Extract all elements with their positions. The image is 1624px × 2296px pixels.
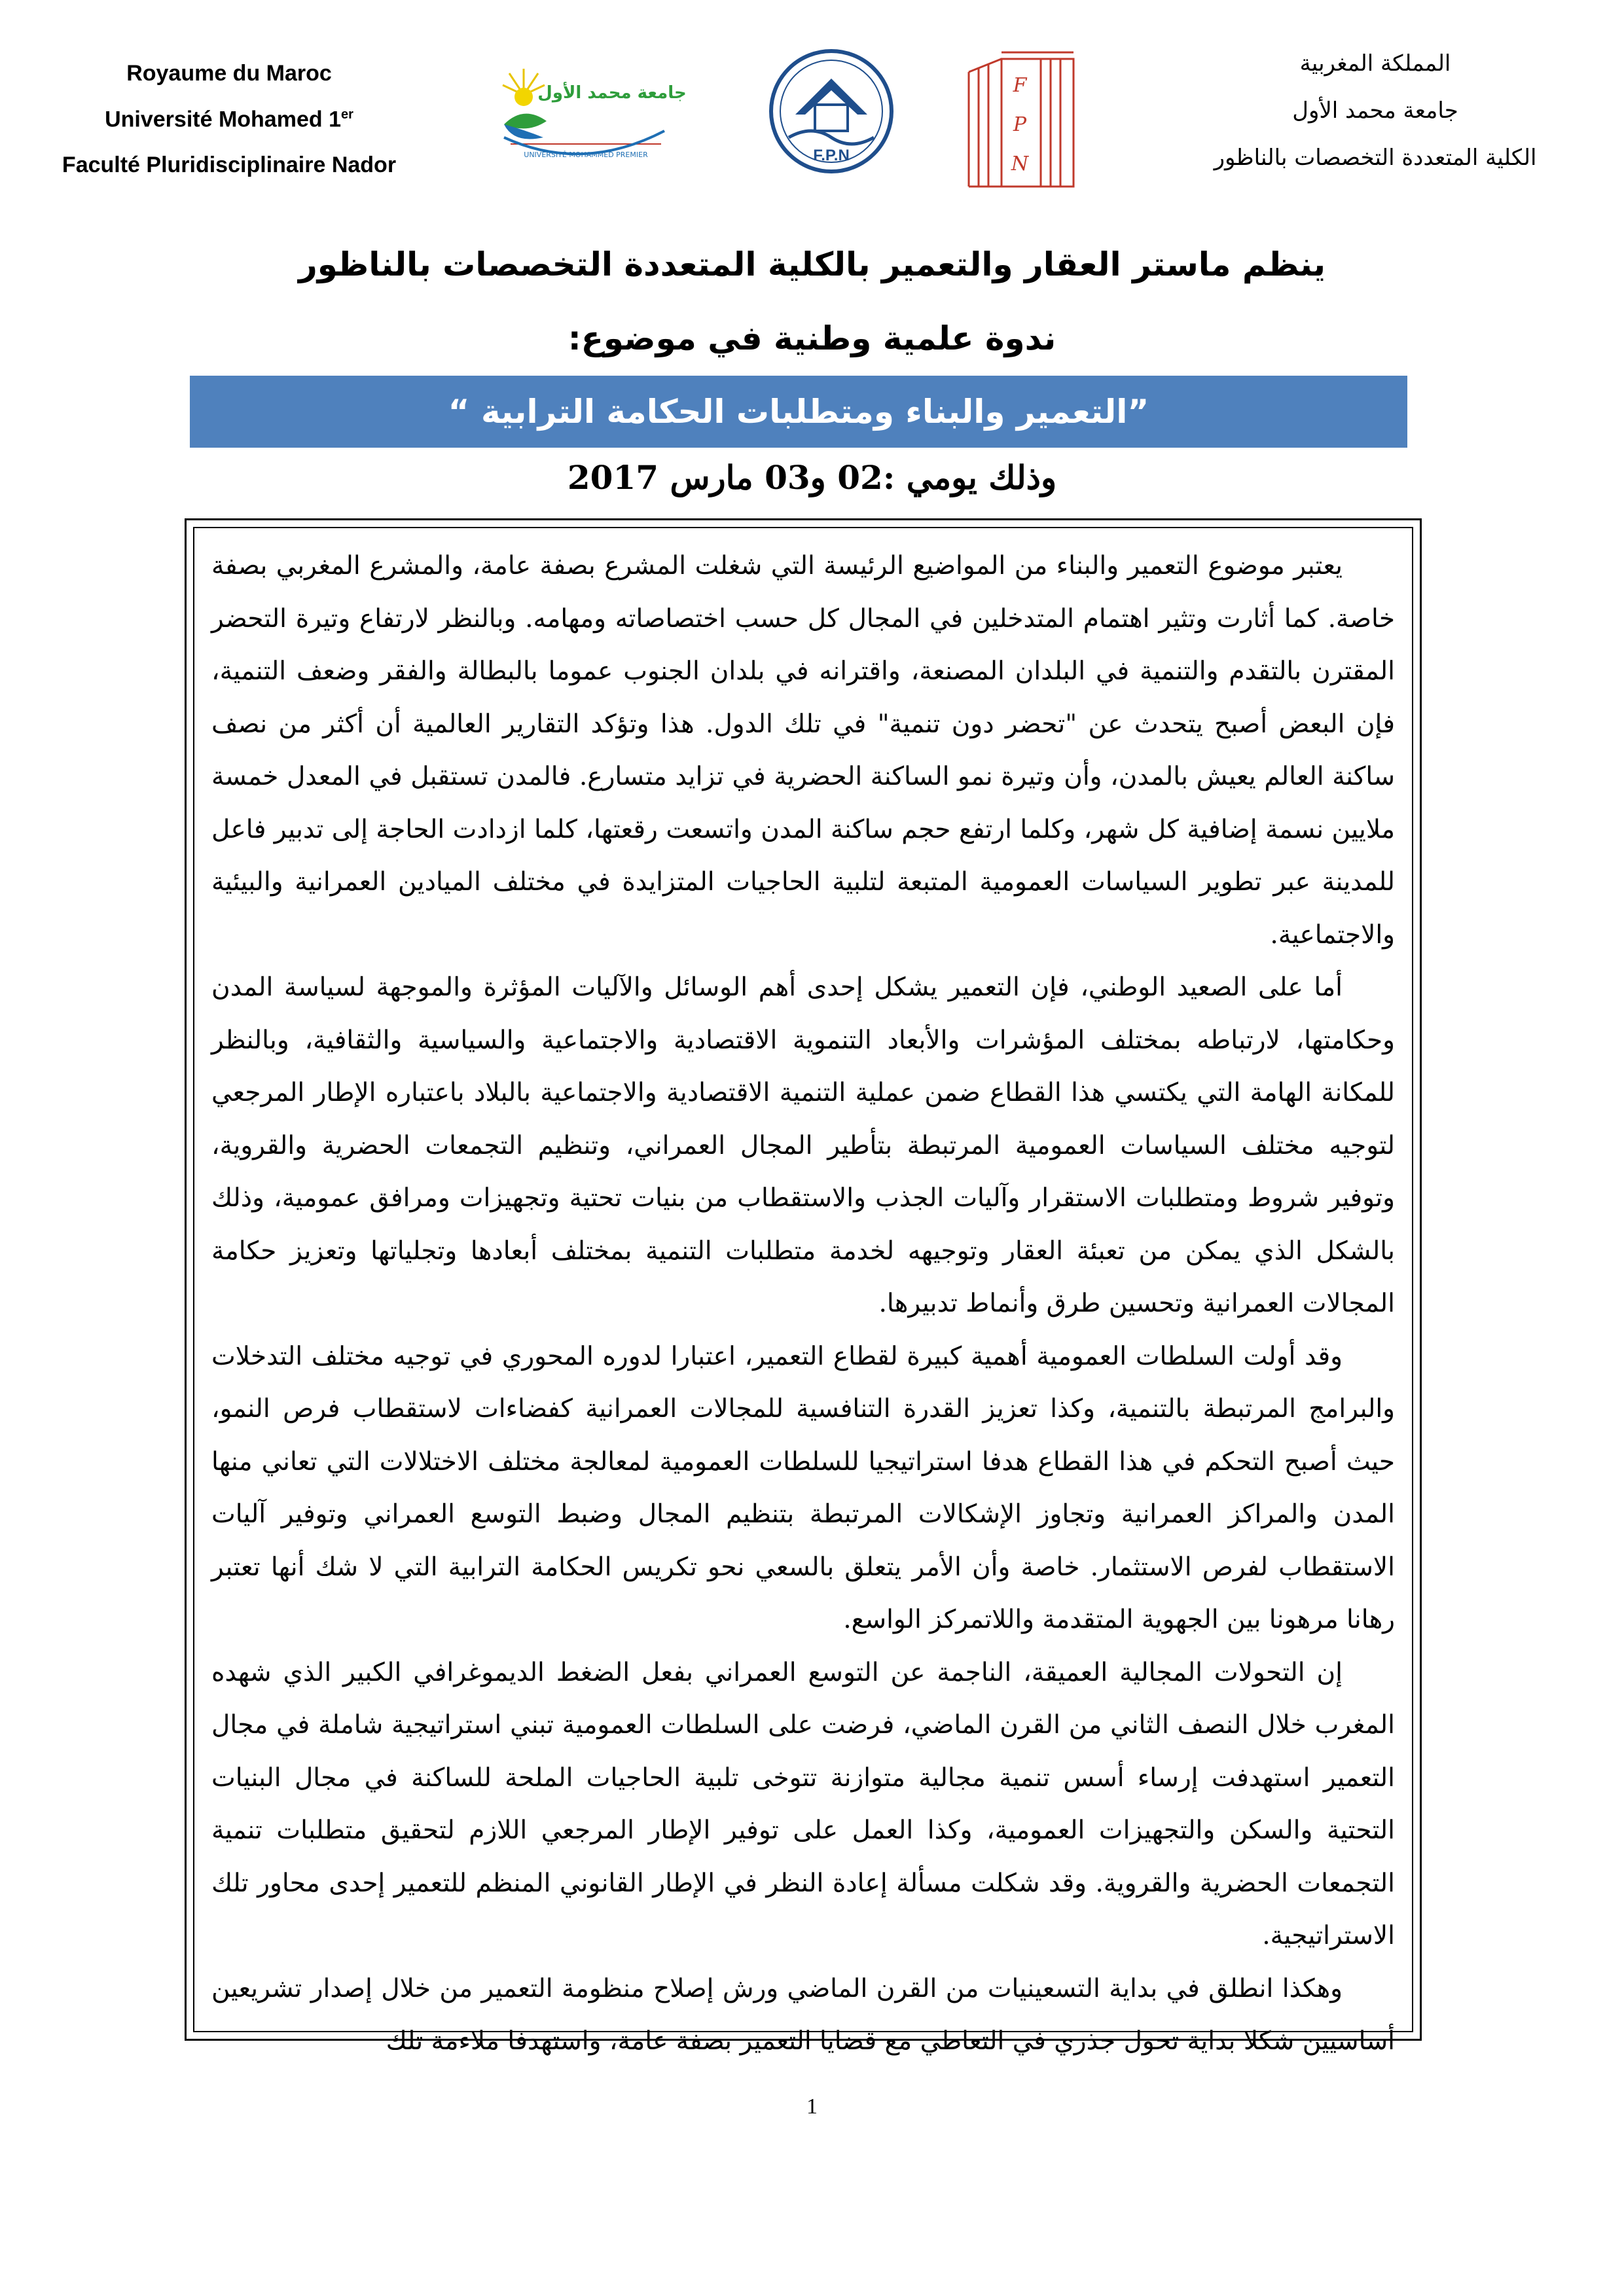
body-paragraph-2: أما على الصعيد الوطني، فإن التعمير يشكل إحدى أهم الوسائل والآليات المؤثرة والموجهة لسياسة المدن وحكامتها، لارتباطه بمختلف المؤشرات والأبعاد التنموية الاقتصادية والاجتماعية والسياسية والثقافية، وبالنظر للمكانة الهامة التي يكتسي هذا القطاع ضمن عملية التنمية الاقتصادية والاجتماعية بالبلاد باعتباره الإطار المرجعي لتوجيه مختلف السياسات العمومية المرتبطة بتأطير المجال العمراني، وتنظيم التجمعات الحضرية والقروية، وتوفير شروط ومتطلبات الاستقرار وآليات الجذب والاستقطاب من بنيات تحتية وتجهيزات ومرافق عمومية، وذلك بالشكل الذي يمكن من تعبئة العقار وتوجيهه لخدمة متطلبات التنمية بمختلف أبعادها وتجلياتها وتعزيز حكامة المجالات العمرانية وتحسين طرق وأنماط تدبيرها. xyxy=(211,973,1395,1318)
header-faculty-fr: Faculté Pluridisciplinaire Nador xyxy=(62,152,397,178)
body-paragraph-3: وقد أولت السلطات العمومية أهمية كبيرة لقطاع التعمير، اعتبارا لدوره المحوري في توجيه مختلف التدخلات والبرامج المرتبطة بالتنمية، وكذا تعزيز القدرة التنافسية للمجالات العمرانية كفضاءات لاستقطاب فرص النمو، حيث أصبح التحكم في هذا القطاع هدفا استراتيجيا للسلطات العمومية لمعالجة مختلف الاختلالات التي تعاني منها المدن والمراكز العمرانية وتجاوز الإشكالات المرتبطة بتنظيم المجال وضبط التوسع العمراني وتوفير آليات الاستقطاب لفرص الاستثمار. خاصة وأن الأمر يتعلق بالسعي نحو تكريس الحكامة الترابية التي لا شك أنها تعتبر رهانا مرهونا بين الجهوية المتقدمة واللاتمركز الواسع. xyxy=(211,1341,1395,1634)
header-country-fr: Royaume du Maroc xyxy=(126,61,332,86)
body-text-inner-frame xyxy=(193,527,1413,2056)
fpn-letter-p: P xyxy=(1013,113,1027,136)
ump-logo-french: UNIVERSITÉ MOHAMMED PREMIER xyxy=(524,151,648,159)
master-immobilier-urbanisme-logo xyxy=(759,39,903,183)
header-faculty-ar: الكلية المتعددة التخصصات بالناظور xyxy=(1214,145,1537,171)
header-university-fr: Université Mohamed 1er xyxy=(105,107,353,132)
header-right-arabic xyxy=(1205,52,1545,194)
page-number: 1 xyxy=(806,2094,818,2119)
body-paragraph-5: وهكذا انطلق في بداية التسعينيات من القرن الماضي ورش إصلاح منظومة التعمير من خلال إصدار تشريعين أساسيين شكلا بداية تحول جذري في التعاطي مع قضايا التعمير بصفة عامة، واستهدفا ملاءمة تلك xyxy=(211,1973,1395,2056)
body-text xyxy=(194,528,1412,2068)
faculty-pluridisciplinaire-nador-logo xyxy=(962,39,1093,190)
topic-banner: ”التعمير والبناء ومتطلبات الحكامة الترابية “ xyxy=(190,376,1407,448)
announcement-title: ينظم ماستر العقار والتعمير بالكلية المتعددة التخصصات بالناظور xyxy=(298,245,1326,283)
fpn-letter-f: F xyxy=(1013,74,1027,97)
body-paragraph-4: إن التحولات المجالية العميقة، الناجمة عن التوسع العمراني بفعل الضغط الديموغرافي الكبير الذي شهده المغرب خلال النصف الثاني من القرن الماضي، فرضت على السلطات العمومية تبني استراتيجية شاملة في مجال التعمير استهدفت إرساء أسس تنمية مجالية متوازنة تتوخى تلبية الحاجيات الملحة للساكنة في مجال البنيات التحتية والسكن والتجهيزات العمومية، وكذا العمل على توفير الإطار المرجعي اللازم لتحقيق متطلبات تنمية التجمعات الحضرية والقروية. وقد شكلت مسألة إعادة النظر في الإطار القانوني المنظم للتعمير إحدى محاور تلك الاستراتيجية. xyxy=(211,1657,1395,1950)
body-text-frame xyxy=(185,518,1422,2056)
body-paragraph-1: يعتبر موضوع التعمير والبناء من المواضيع الرئيسة التي شغلت المشرع بصفة عامة، والمشرع المغربي بصفة خاصة. كما أثارت وتثير اهتمام المتدخلين في المجال كل حسب اختصاصاته ومهامه. وبالنظر لارتفاع وتيرة التحضر المقترن بالتقدم والتنمية في البلدان المصنعة، واقترانه في بلدان الجنوب عموما بالبطالة والفقر وضعف التنمية، فإن البعض أصبح يتحدث عن "تحضر دون تنمية" في تلك الدول. هذا وتؤكد التقارير العالمية أن أكثر من نصف ساكنة العالم يعيش بالمدن، وأن وتيرة نمو الساكنة الحضرية في تزايد متسارع. فالمدن تستقبل في المعدل خمسة ملايين نسمة إضافية كل شهر، وكلما ارتفع حجم ساكنة المدن واتسعت رقعتها، كلما ازدادت الحاجة إلى تدبير فاعل للمدينة عبر تطوير السياسات العمومية المتبعة لتلبية الحاجيات المتزايدة في مختلف الميادين العمرانية والبيئية والاجتماعية. xyxy=(211,551,1395,950)
event-date: وذلك يومي :02 و03 مارس 2017 xyxy=(567,458,1057,497)
university-mohammed-premier-logo xyxy=(497,59,687,177)
epn-logo-text: F.P.N xyxy=(813,147,850,164)
ump-logo-arabic: جامعة محمد الأول xyxy=(537,83,687,103)
announcement-subtitle: ندوة علمية وطنية في موضوع: xyxy=(568,319,1056,357)
header-left-french xyxy=(46,62,412,200)
header-country-ar: المملكة المغربية xyxy=(1299,50,1451,77)
fpn-letter-n: N xyxy=(1011,152,1029,175)
header-university-ar: جامعة محمد الأول xyxy=(1292,98,1458,124)
